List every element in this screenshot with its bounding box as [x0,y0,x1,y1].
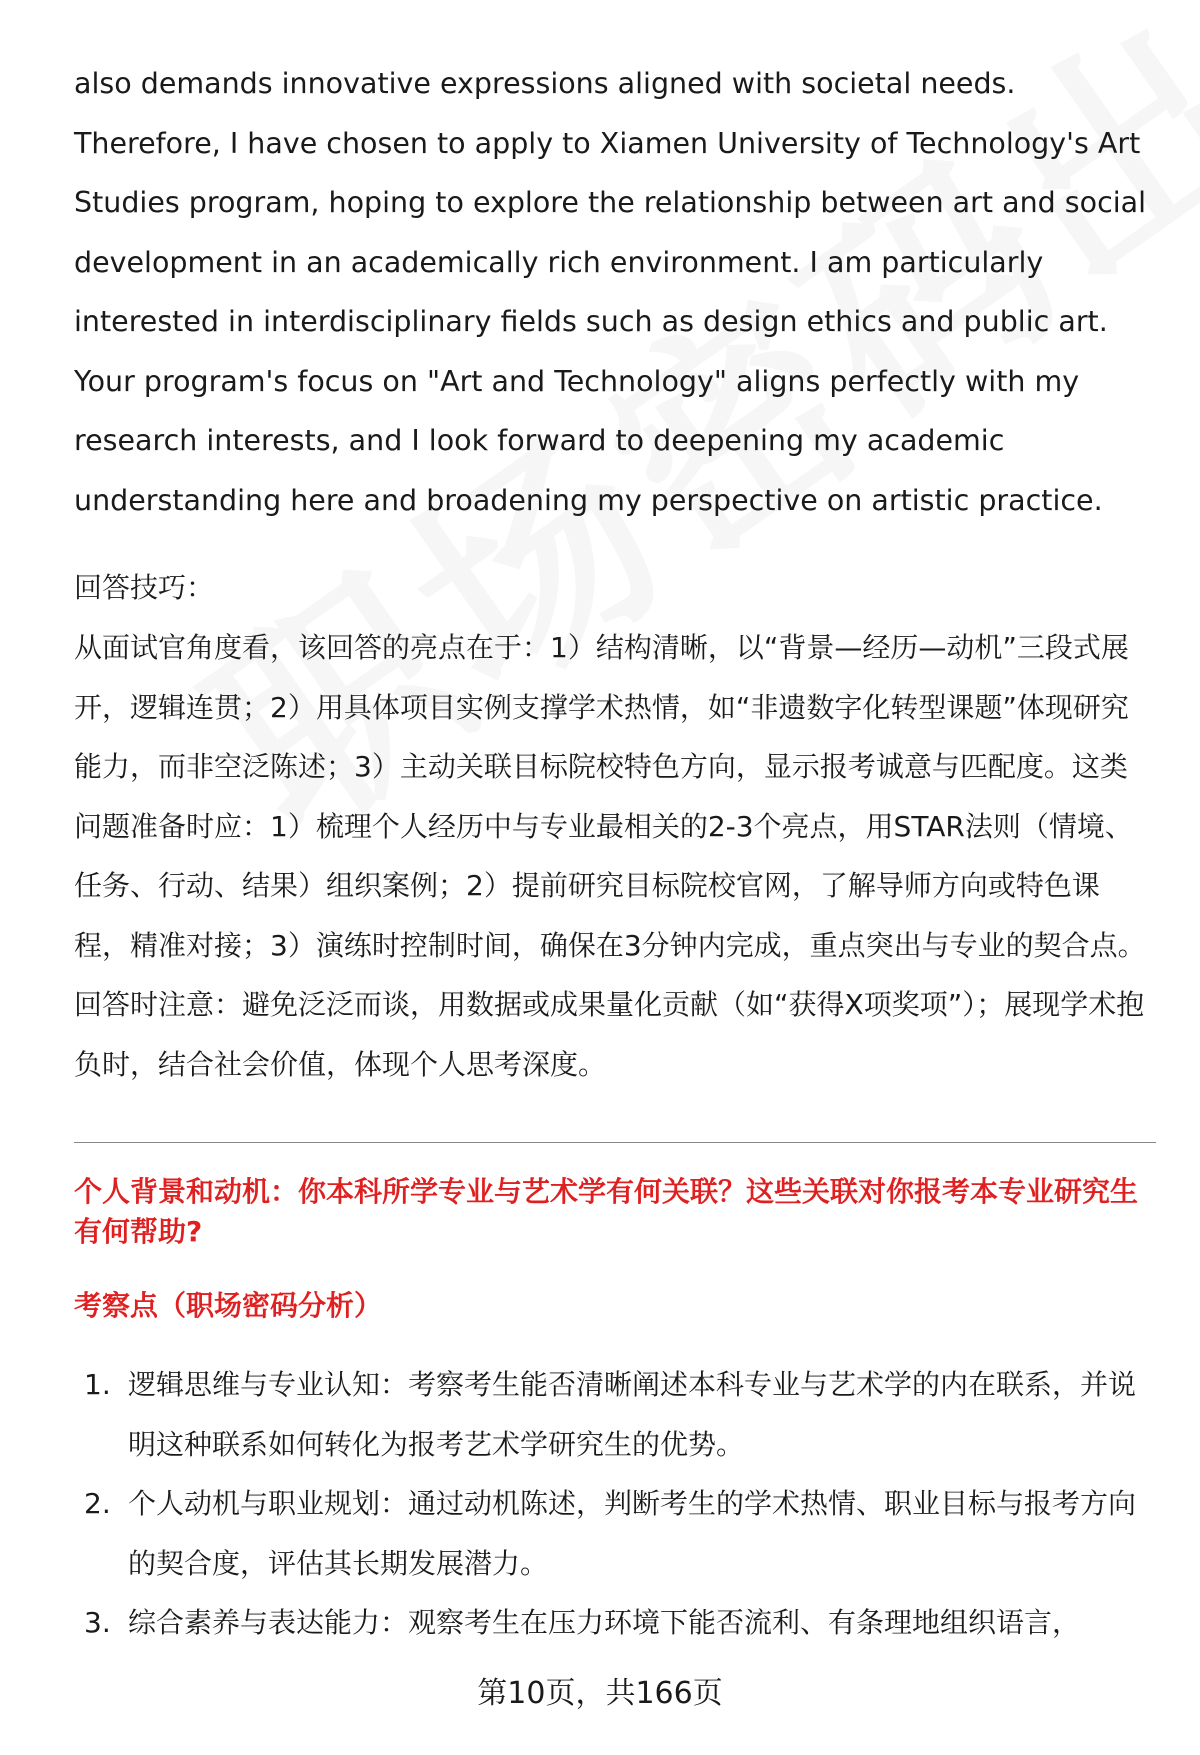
tips-label: 回答技巧： [74,571,215,604]
list-item-text: 逻辑思维与专业认知：考察考生能否清晰阐述本科专业与艺术学的内在联系，并说明这种联系如何转化为报考艺术学研究生的优势。 [128,1368,1137,1461]
list-item-number: 2. [84,1487,111,1520]
page-number-footer: 第10页，共166页 [477,1676,723,1711]
list-item-text: 个人动机与职业规划：通过动机陈述，判断考生的学术热情、职业目标与报考方向的契合度，评估其长期发展潜力。 [128,1487,1137,1580]
assessment-points-list [74,1355,1159,1653]
list-item [74,1355,1159,1474]
question-heading: 个人背景和动机：你本科所学专业与艺术学有何关联？这些关联对你报考本专业研究生有何帮助? [74,1175,1139,1248]
assessment-subheading: 考察点（职场密码分析） [74,1289,383,1322]
tips-body: 从面试官角度看，该回答的亮点在于：1）结构清晰，以“背景—经历—动机”三段式展开，逻辑连贯；2）用具体项目实例支撑学术热情，如“非遗数字化转型课题”体现研究能力，而非空泛陈述；3）主动关联目标院校特色方向，显示报考诚意与匹配度。这类问题准备时应：1）梳理个人经历中与专业最相关的2-3个亮点，用STAR法则（情境、任务、行动、结果）组织案例；2）提前研究目标院校官网，了解导师方向或特色课程，精准对接；3）演练时控制时间，确保在3分钟内完成，重点突出与专业的契合点。回答时注意：避免泛泛而谈，用数据或成果量化贡献（如“获得X项奖项”）；展现学术抱负时，结合社会价值，体现个人思考深度。 [74,631,1146,1081]
answer-english-paragraph: also demands innovative expressions aligned with societal needs. Therefore, I have chosen to apply to Xiamen University of Technology's Art Studies program, hoping to explore the relationship between art and social development in an academically rich environment. I am particularly interested in interdisciplinary fields such as design ethics and public art. Your program's focus on "Art and Technology" aligns perfectly with my research interests, and I look forward to deepening my academic understanding here and broadening my perspective on artistic practice. [74,67,1147,517]
list-item-text: 综合素养与表达能力：观察考生在压力环境下能否流利、有条理地组织语言， [128,1606,1081,1639]
section-divider [74,1142,1156,1143]
list-item-number: 3. [84,1606,111,1639]
list-item [74,1593,1159,1653]
list-item [74,1474,1159,1593]
list-item-number: 1. [84,1368,111,1401]
